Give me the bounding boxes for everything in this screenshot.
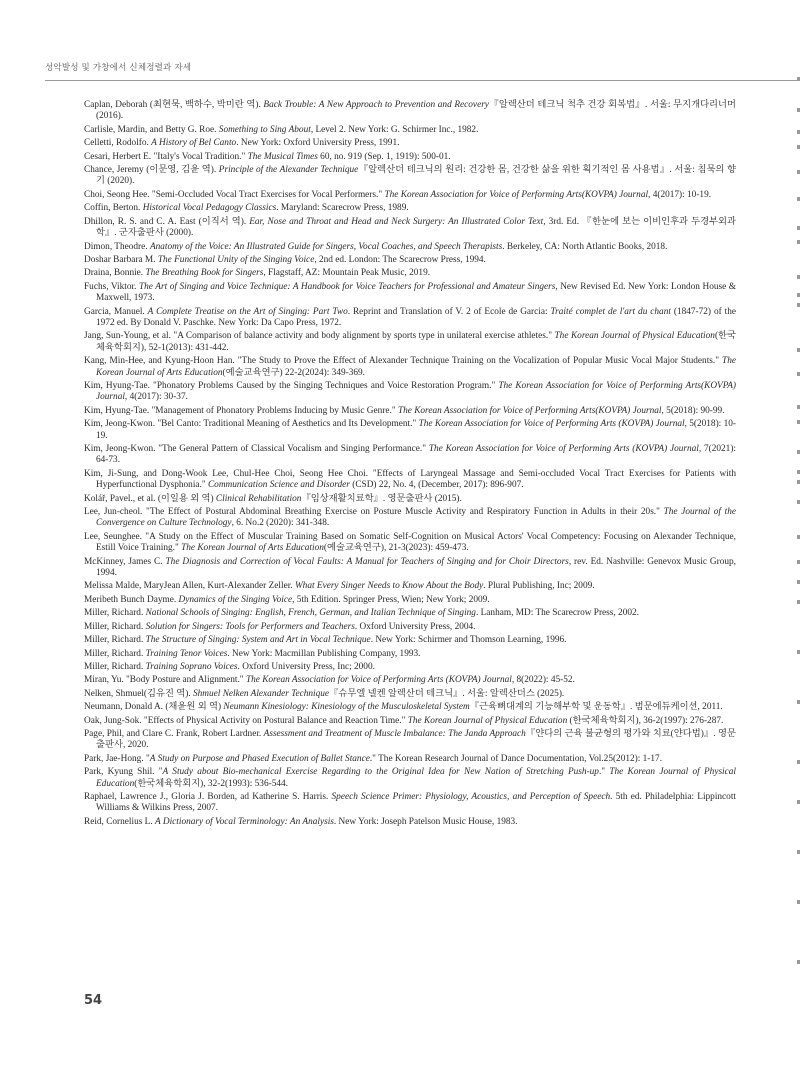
reference-text: . New York: Schirmer and Thomson Learning, 1996. — [370, 635, 567, 646]
reference-text: . Lanham, MD: The Scarecrow Press, 2002. — [475, 608, 639, 619]
reference-entry — [84, 662, 736, 673]
reference-entry — [84, 331, 736, 354]
reference-entry — [84, 729, 736, 752]
reference-text: Draina, Bonnie. — [84, 268, 146, 279]
reference-text: Chance, Jeremy (이문영, 김윤 역). — [84, 165, 219, 176]
reference-text: . Plural Publishing, Inc; 2009. — [483, 581, 595, 592]
reference-text: , rev. Ed. Nashville: Genevox Music Group, 1994. — [96, 556, 737, 578]
reference-text: Nelken, Shmuel(김유진 역). — [84, 688, 193, 699]
reference-text: Caplan, Deborah (최현묵, 백하수, 박미란 역). — [84, 100, 264, 110]
reference-title: The Diagnosis and Correction of Vocal Faults: A Manual for Teachers of Singing and for Choir Directors — [165, 556, 569, 567]
reference-title: The Korean Association for Voice of Performing Arts (KOVPA) Journal — [428, 443, 699, 454]
reference-title: A History of Bel Canto — [151, 138, 237, 149]
reference-entry — [84, 381, 736, 404]
reference-text: , 8(2022): 45-52. — [511, 675, 575, 686]
reference-text: , 3rd. Ed. 『한눈에 보는 이비인후과 두경부외과학』. 군자출판사 (2000). — [96, 216, 736, 239]
reference-text: 『임상재활치료학』. 영문출판사 (2015). — [301, 493, 462, 504]
reference-text: Garcia, Manuel. — [84, 306, 148, 317]
reference-text: (한국체육학회지), 52-1(2013): 431-442. — [96, 331, 736, 353]
reference-entry — [84, 444, 736, 467]
reference-text: , 4(2017): 10-19. — [648, 189, 712, 200]
reference-text: Park, Kyung Shil. " — [84, 767, 163, 778]
reference-text: 『알렉산더 테크닉의 원리: 건강한 몸, 건강한 삶을 위한 획기적인 몸 사용법』. 서울: 침묵의 향기 (2020). — [96, 165, 736, 187]
reference-text: 『얀다의 근육 불균형의 평가와 치료(얀다법)』. 영문출판사, 2020. — [96, 729, 736, 751]
reference-text: Oak, Jung-Sok. "Effects of Physical Activity on Postural Balance and Reaction Time." — [84, 715, 408, 726]
reference-title: National Schools of Singing: English, French, German, and Italian Technique of Singing — [145, 608, 476, 619]
reference-text: 『알렉산더 테크닉 척추 건강 회복법』. 서울: 무지개다리너머 (2016). — [96, 100, 736, 122]
reference-entry — [84, 419, 736, 442]
reference-title: Historical Vocal Pedagogy Classics — [142, 203, 277, 214]
reference-text: , 5(2018): 10-19. — [96, 419, 736, 441]
reference-text: Fuchs, Viktor. — [84, 281, 139, 292]
header-divider — [45, 80, 800, 81]
reference-text: . Oxford University Press, 2004. — [354, 621, 476, 632]
reference-text: Carlisle, Mardin, and Betty G. Roe. — [84, 124, 219, 135]
reference-entry — [84, 494, 736, 505]
reference-text: Miran, Yu. "Body Posture and Alignment." — [84, 675, 246, 686]
reference-text: 『근육뼈대계의 기능해부학 및 운동학』. 범문에듀케이션, 2011. — [469, 702, 723, 713]
reference-text: . New York: Joseph Patelson Music House, 1983. — [333, 816, 518, 827]
reference-text: McKinney, James C. — [84, 556, 166, 567]
reference-title: Traité complet de l'art du chant — [550, 306, 671, 317]
reference-text: (한국체육학회지), 32-2(1993): 536-544. — [134, 778, 288, 789]
reference-entry — [84, 138, 736, 149]
reference-entry — [84, 635, 736, 646]
reference-text: Lee, Jun-cheol. "The Effect of Postural Abdominal Breathing Exercise on Posture Muscle Activity and Respiratory Function in Adults in their 20s." — [84, 506, 664, 517]
reference-text: , Flagstaff, AZ: Mountain Peak Music, 2019. — [263, 268, 431, 279]
reference-entry — [84, 622, 736, 633]
reference-entry — [84, 406, 736, 417]
reference-text: , 2nd ed. London: The Scarecrow Press, 1994. — [314, 254, 486, 265]
reference-text: Raphael, Lawrence J., Gloria J. Borden, ad Katherine S. Harris. — [84, 792, 332, 803]
reference-text: Miller, Richard. — [84, 621, 146, 632]
reference-entry — [84, 716, 736, 727]
reference-text: Kim, Jeong-Kwon. "Bel Canto: Traditional Meaning of Aesthetics and Its Development." — [84, 419, 419, 430]
reference-title: A Dictionary of Vocal Terminology: An Analysis — [155, 816, 334, 827]
reference-entry — [84, 100, 736, 123]
reference-title: The Korean Journal of Physical Education — [407, 715, 568, 726]
reference-entry — [84, 649, 736, 660]
reference-title: Shmuel Nelken Alexander Technique — [193, 688, 330, 699]
reference-title: Speech Science Primer: Physiology, Acoustics, and Perception of Speech — [331, 792, 611, 803]
reference-text: Neumann, Donald A. (채윤원 외 역) — [84, 702, 224, 713]
reference-text: . Maryland: Scarecrow Press, 1989. — [276, 203, 409, 214]
reference-title: Solution for Singers: Tools for Performers and Teachers — [145, 621, 355, 632]
reference-title: The Korean Association for Voice of Performing Arts (KOVPA) Journal — [245, 675, 512, 686]
reference-text: Doshar Barbara M. — [84, 254, 158, 265]
reference-title: Back Trouble: A New Approach to Prevention and Recovery — [263, 100, 489, 110]
reference-text: , 6. No.2 (2020): 341-348. — [231, 518, 330, 529]
reference-title: The Musical Times — [247, 151, 318, 162]
reference-text: , 5th Edition. Springer Press, Wien; New York; 2009. — [292, 594, 490, 605]
reference-text: Miller, Richard. — [84, 608, 146, 619]
reference-entry — [84, 469, 736, 492]
reference-title: Something to Sing About — [218, 124, 311, 135]
reference-text: Reid, Cornelius L. — [84, 816, 156, 827]
reference-title: Communication Science and Disorder — [207, 480, 350, 491]
reference-text: Page, Phil, and Clare C. Frank, Robert Lardner. — [84, 729, 264, 740]
reference-title: Neumann Kinesiology: Kinesiology of the Musculoskeletal System — [223, 702, 470, 713]
reference-title: A Study on Purpose and Phased Execution of Ballet Stance — [149, 753, 370, 764]
reference-text: (예술교육연구) 22-2(2024): 349-369. — [222, 367, 365, 378]
reference-entry — [84, 125, 736, 136]
reference-entry — [84, 817, 736, 828]
reference-entry — [84, 675, 736, 686]
reference-text: , Level 2. New York: G. Schirmer Inc., 1982. — [310, 124, 479, 135]
reference-text: ." The Korean Research Journal of Dance Documentation, Vol.25(2012): 1-17. — [369, 753, 663, 764]
reference-entry — [84, 507, 736, 530]
running-head-title: 성악발성 및 가창에서 신체정렬과 자세 — [45, 63, 192, 73]
reference-entry — [84, 767, 736, 790]
bibliography-list — [84, 100, 736, 830]
reference-text: Miller, Richard. — [84, 661, 146, 672]
reference-entry — [84, 702, 736, 713]
reference-text: Lee, Seunghee. "A Study on the Effect of Muscular Training Based on Somatic Self-Cognition on Musical Actors' Vocal Competency: Focusing on Alexander Technique, Estill Voice Training." — [84, 531, 736, 554]
reference-text: Kang, Min-Hee, and Kyung-Hoon Han. "The Study to Prove the Effect of Alexander Technique Training on the Vocalization of Popular Music Vocal Major Students." — [84, 356, 723, 367]
reference-text: Miller, Richard. — [84, 635, 146, 646]
reference-title: Training Tenor Voices — [145, 648, 228, 659]
reference-text: . Berkeley, CA: North Atlantic Books, 2018. — [502, 241, 668, 252]
reference-title: A Study about Bio-mechanical Exercise Regarding to the Original Idea for New Nation of Stretching Push-up — [162, 767, 599, 778]
reference-text: Park, Jae-Hong. " — [84, 753, 150, 764]
reference-text: Choi, Seong Hee. "Semi-Occluded Vocal Tract Exercises for Vocal Performers." — [84, 189, 385, 200]
reference-title: What Every Singer Needs to Know About the Body — [294, 581, 484, 592]
reference-text: , New Revised Ed. New York: London House & Maxwell, 1973. — [96, 281, 736, 304]
reference-entry — [84, 595, 736, 606]
reference-text: (CSD) 22, No. 4, (December, 2017): 896-907. — [349, 480, 524, 491]
reference-text: Melissa Malde, MaryJean Allen, Kurt-Alexander Zeller. — [84, 581, 295, 592]
reference-title: The Korean Association for Voice of Performing Arts(KOVPA) Journal — [96, 380, 736, 403]
reference-entry — [84, 217, 736, 240]
reference-text: (한국체육학회지), 36-2(1997): 276-287. — [567, 715, 724, 726]
reference-entry — [84, 190, 736, 201]
reference-text: , 7(2021): 64-73. — [96, 443, 736, 466]
reference-text: ." — [598, 767, 610, 778]
reference-text: . New York: Macmillan Publishing Company, 1993. — [227, 648, 421, 659]
reference-title: The Korean Journal of Physical Education — [96, 767, 737, 789]
reference-title: The Breathing Book for Singers — [145, 268, 264, 279]
reference-title: Clinical Rehabilitation — [215, 493, 302, 504]
reference-title: The Korean Association for Voice of Performing Arts(KOVPA) Journal — [397, 405, 662, 416]
reference-text: Meribeth Bunch Dayme. — [84, 594, 179, 605]
reference-title: The Journal of the Convergence on Culture Technology — [96, 506, 737, 529]
reference-text: , 4(2017): 30-37. — [124, 392, 188, 403]
reference-entry — [84, 532, 736, 555]
reference-title: The Korean Association for Voice of Performing Arts(KOVPA) Journal — [384, 189, 649, 200]
page-number: 54 — [84, 993, 103, 1008]
reference-text: 60, no. 919 (Sep. 1, 1919): 500-01. — [317, 151, 451, 162]
reference-entry — [84, 754, 736, 765]
reference-title: The Korean Journal of Arts Education — [181, 543, 324, 554]
reference-text: Kim, Jeong-Kwon. "The General Pattern of Classical Vocalism and Singing Performance." — [84, 443, 429, 454]
reference-title: The Korean Association for Voice of Performing Arts (KOVPA) Journal — [418, 419, 685, 430]
reference-entry — [84, 557, 736, 580]
reference-text: Dhillon, R. S. and C. A. East (이직서 역). — [84, 216, 250, 227]
reference-entry — [84, 255, 736, 266]
reference-text: Coffin, Berton. — [84, 203, 143, 214]
reference-text: . Oxford University Press, Inc; 2000. — [237, 661, 375, 672]
reference-text: Cesari, Herbert E. "Italy's Vocal Tradition." — [84, 151, 248, 162]
reference-text: Kolář, Pavel., et al. (이일용 외 역) — [84, 493, 216, 504]
reference-entry — [84, 268, 736, 279]
reference-entry — [84, 242, 736, 253]
reference-entry — [84, 203, 736, 214]
reference-entry — [84, 608, 736, 619]
reference-title: The Functional Unity of the Singing Voice — [157, 254, 315, 265]
reference-title: Anatomy of the Voice: An Illustrated Guide for Singers, Vocal Coaches, and Speech Therapists — [149, 241, 503, 252]
reference-text: . 5th ed. Philadelphia: Lippincott Williams & Wilkins Press, 2007. — [96, 792, 736, 814]
reference-title: Ear, Nose and Throat and Head and Neck Surgery: An Illustrated Color Text — [249, 216, 544, 227]
reference-text: 『슈무엘 넬켄 알렉산더 테크닉』. 서울: 알렉산더스 (2025). — [329, 688, 565, 699]
reference-entry — [84, 307, 736, 330]
reference-title: The Korean Journal of Physical Education — [554, 331, 715, 342]
reference-text: (1847-72) of the 1972 ed. By Donald V. Paschke. New York: Da Capo Press, 1972. — [96, 306, 736, 328]
reference-text: Kim, Hyung-Tae. "Management of Phonatory Problems Inducing by Music Genre." — [84, 405, 398, 416]
reference-text: Jang, Sun-Young, et al. "A Comparison of balance activity and body alignment by sports type in unilateral exercise athletes." — [84, 331, 555, 342]
reference-text: Kim, Hyung-Tae. "Phonatory Problems Caused by the Singing Techniques and Voice Restoration Program." — [84, 380, 499, 391]
reference-text: Celletti, Rodolfo. — [84, 138, 152, 149]
reference-title: The Korean Journal of Arts Education — [96, 356, 736, 378]
reference-entry — [84, 581, 736, 592]
reference-title: Assessment and Treatment of Muscle Imbalance: The Janda Approach — [263, 729, 526, 740]
reference-title: Dynamics of the Singing Voice — [178, 594, 293, 605]
reference-text: Dimon, Theodre. — [84, 241, 150, 252]
reference-text: Kim, Ji-Sung, and Dong-Wook Lee, Chul-Hee Choi, Seong Hee Choi. "Effects of Laryngeal Massage and Semi-occluded Vocal Tract Exercises for Patients with Hyperfunctional Dysphonia." — [84, 468, 736, 491]
reference-text: Miller, Richard. — [84, 648, 146, 659]
reference-title: Training Soprano Voices — [145, 661, 238, 672]
reference-entry — [84, 282, 736, 305]
reference-title: The Structure of Singing: System and Art in Vocal Technique — [145, 635, 371, 646]
reference-title: Principle of the Alexander Technique — [218, 165, 359, 176]
reference-entry — [84, 356, 736, 379]
reference-text: , 5(2018): 90-99. — [661, 405, 725, 416]
reference-entry — [84, 792, 736, 815]
reference-title: A Complete Treatise on the Art of Singing: Part Two — [147, 306, 348, 317]
reference-text: . New York: Oxford University Press, 1991. — [236, 138, 400, 149]
reference-title: The Art of Singing and Voice Technique: A Handbook for Voice Teachers for Professional and Amateur Singers — [138, 281, 556, 292]
reference-entry — [84, 165, 736, 188]
reference-entry — [84, 689, 736, 700]
reference-entry — [84, 152, 736, 163]
reference-text: (예술교육연구), 21-3(2023): 459-473. — [323, 543, 469, 554]
reference-text: . Reprint and Translation of V. 2 of Ecole de Garcia: — [347, 306, 551, 317]
